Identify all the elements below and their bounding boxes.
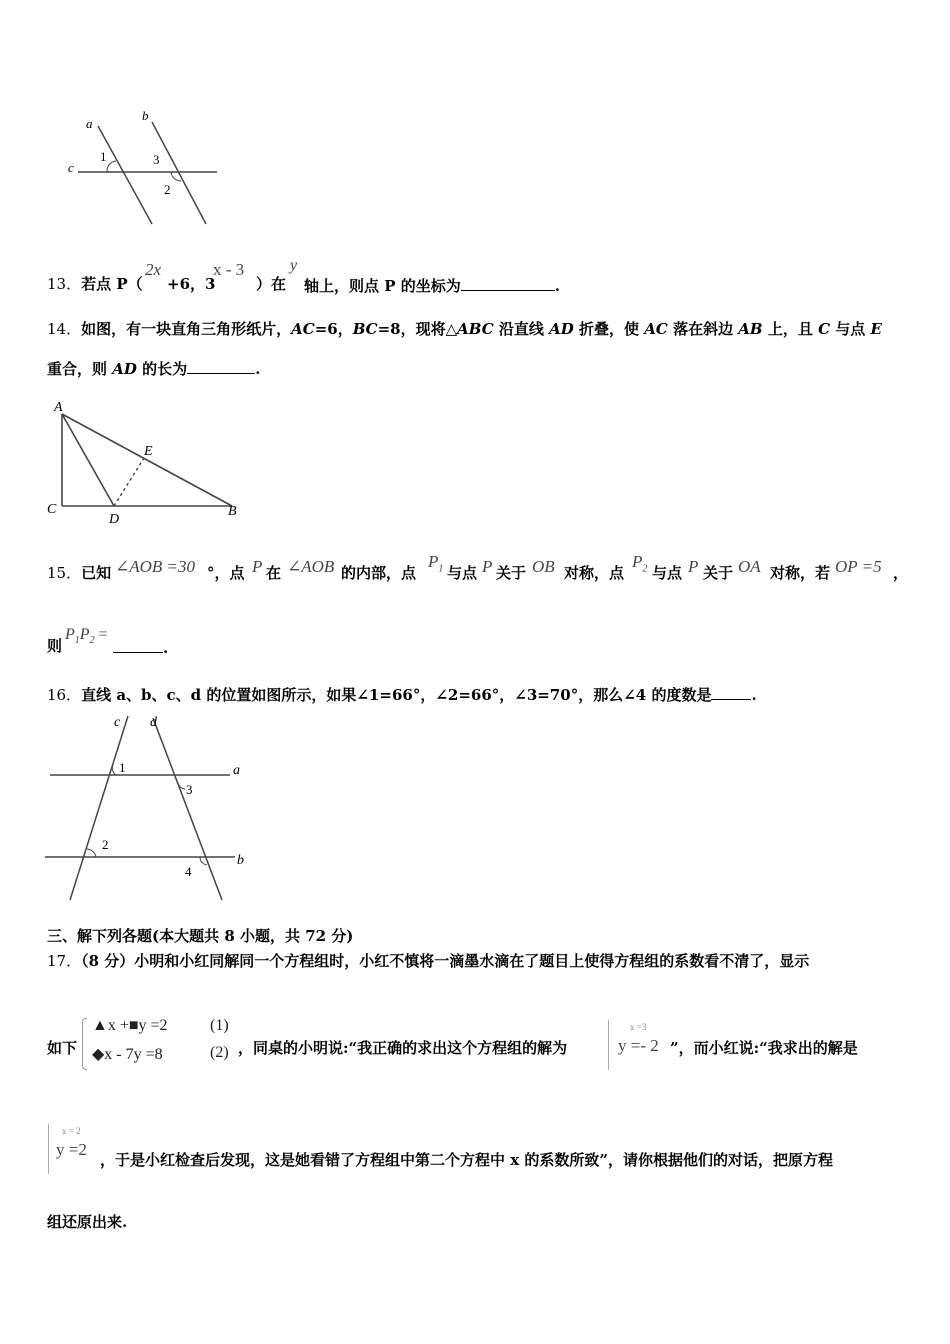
angle-arc-1 [112, 765, 116, 775]
math-2x: 2x [145, 260, 162, 279]
label-3: 3 [153, 152, 160, 167]
question-14-line1: 14．如图，有一块直角三角形纸片，AC=6，BC=8，现将△ABC 沿直线 AD 折叠，使 AC 落在斜边 AB 上，且 C 与点 E [47, 320, 882, 338]
label-1: 1 [119, 760, 126, 775]
solution-1: x =3 y =- 2 [608, 1018, 678, 1072]
line-a [98, 126, 152, 224]
answer-blank-16[interactable] [711, 686, 751, 700]
dashed-DE [114, 458, 144, 506]
label-2: 2 [164, 182, 171, 197]
question-14-line2: 重合，则 AD 的长为 . [47, 360, 261, 378]
equation-2-tag: (2) [210, 1044, 229, 1061]
angle-arc-1 [107, 161, 116, 172]
equation-1: ▲x +■y =2 [92, 1017, 168, 1034]
section-heading: 三、解下列各题(本大题共 8 小题，共 72 分) [47, 927, 354, 945]
figure-triangle-14 [40, 392, 250, 527]
label-E: E [144, 444, 153, 459]
answer-blank-14[interactable] [187, 360, 255, 374]
label-2: 2 [102, 837, 109, 852]
label-4: 4 [185, 864, 192, 879]
equation-system [82, 1014, 252, 1070]
label-c: c [68, 160, 74, 175]
angle-arc-2 [87, 849, 96, 857]
question-13: 13．若点 P（ [47, 275, 143, 293]
line-b [152, 122, 206, 224]
label-3: 3 [186, 782, 193, 797]
answer-blank-13[interactable] [461, 277, 555, 291]
math-y: y [290, 257, 298, 274]
question-16: 16．直线 a、b、c、d 的位置如图所示，如果∠1=66°，∠2=66°，∠3=70°，那么∠4 的度数是 . [47, 686, 757, 704]
math-x-3: x - 3 [213, 260, 245, 279]
line-c [70, 716, 128, 900]
label-a: a [86, 116, 93, 131]
label-C: C [47, 502, 57, 517]
equation-2: ◆x - 7y =8 [92, 1046, 163, 1063]
figure-parallel-lines-12 [60, 104, 230, 234]
label-b: b [142, 108, 149, 123]
label-D: D [109, 512, 120, 527]
label-A: A [54, 400, 63, 415]
label-B: B [228, 504, 237, 519]
label-d: d [150, 715, 157, 730]
answer-blank-15[interactable] [113, 639, 163, 653]
question-number: 13． [47, 275, 82, 293]
label-b: b [237, 853, 244, 868]
solution-2: x = 2 y =2 [48, 1122, 108, 1176]
label-a: a [233, 763, 240, 778]
equation-1-tag: (1) [210, 1017, 229, 1034]
label-c: c [114, 715, 121, 730]
label-1: 1 [100, 149, 107, 164]
figure-four-lines-16 [40, 708, 260, 904]
